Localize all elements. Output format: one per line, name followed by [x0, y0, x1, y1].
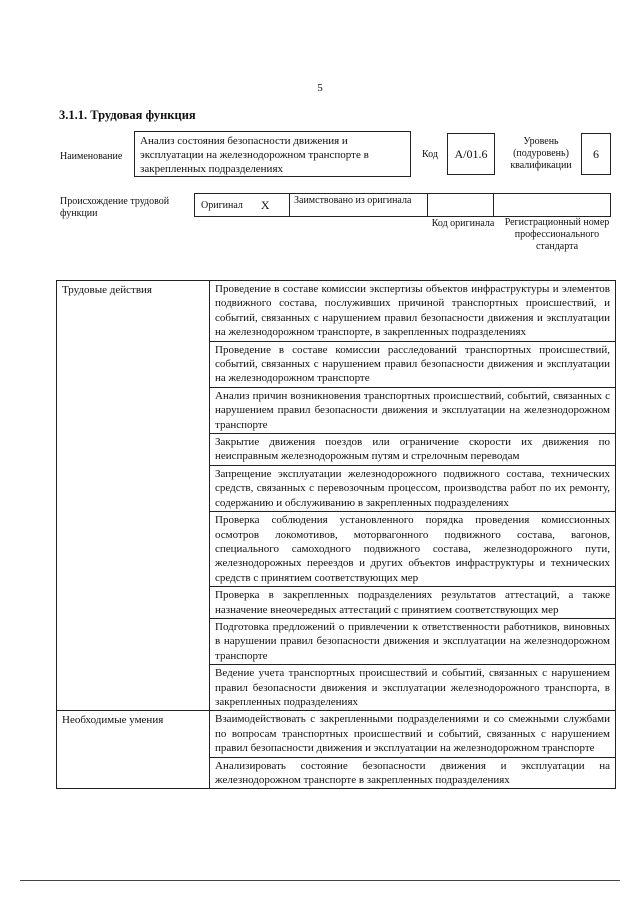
name-label: Наименование: [60, 151, 123, 162]
labor-action-item: Анализ причин возникновения транспортных происшествий, событий, связанных с нарушением правил безопасности движения и эксплуатации на железнодорожном транспорте: [210, 388, 615, 434]
labor-actions-list: [210, 281, 616, 711]
code-original-cell: [428, 193, 494, 217]
page-number: 5: [317, 82, 323, 94]
labor-action-item: Ведение учета транспортных происшествий и событий, связанных с нарушением правил безопасности движения и эксплуатации железнодорожного транспорта, в закрепленных подразделениях: [215, 667, 610, 708]
required-skills-label: Необходимые умения: [57, 711, 210, 789]
section-title: 3.1.1. Трудовая функция: [59, 108, 196, 122]
reg-number-caption: Регистрационный номер профессионального стандарта: [504, 217, 610, 252]
original-label: Оригинал: [201, 199, 243, 211]
origin-row: [194, 193, 611, 217]
required-skills-list: [210, 711, 616, 789]
function-code-value: А/01.6: [447, 133, 495, 175]
borrowed-cell: Заимствовано из оригинала: [290, 193, 428, 217]
labor-action-item: Проведение в составе комиссии расследований транспортных происшествий, событий, связанных с нарушением правил безопасности движения и эксплуатации на железнодорожном транспорте: [210, 342, 615, 388]
required-skills-row: [57, 711, 616, 789]
original-mark: X: [260, 197, 270, 212]
labor-action-item: Проведение в составе комиссии экспертизы объектов инфраструктуры и элементов подвижного состава, послуживших причиной транспортных происшествий, и событий, связанных с нарушением правил безопасности движения и эксплуатации на железнодорожном транспорте, в закрепленных подразделениях: [210, 281, 615, 342]
reg-number-cell: [494, 193, 611, 217]
skill-item: Взаимодействовать с закрепленными подразделениями и со смежными службами по вопросам транспортных происшествий и событий, связанных с нарушением правил безопасности движения и эксплуатации на железнодорожном транспорте: [210, 711, 615, 757]
labor-actions-label: Трудовые действия: [57, 281, 210, 711]
code-label: Код: [422, 149, 438, 160]
labor-actions-row: [57, 281, 616, 711]
labor-action-item: Закрытие движения поездов или ограничение скорости их движения по неисправным железнодорожным путям и стрелочным переводам: [210, 434, 615, 466]
skill-item: Анализировать состояние безопасности движения и эксплуатации на железнодорожном транспорте в закрепленных подразделениях: [215, 759, 610, 786]
labor-action-item: Подготовка предложений о привлечении к ответственности работников, виновных в нарушении правил безопасности движения и эксплуатации на железнодорожном транспорте: [210, 619, 615, 665]
level-label: Уровень (подуровень) квалификации: [510, 136, 572, 171]
qualification-level-value: 6: [581, 133, 611, 175]
labor-function-table: [56, 280, 616, 789]
function-name-value: Анализ состояния безопасности движения и эксплуатации на железнодорожном транспорте в закрепленных подразделениях: [134, 131, 411, 177]
labor-action-item: Проверка соблюдения установленного порядка проведения комиссионных осмотров локомотивов, моторвагонного подвижного состава, вагонов, специального самоходного подвижного состава, железнодорожного пути, железнодорожных переездов и других объектов инфраструктуры и технических средств с принятием соответствующих мер: [210, 512, 615, 587]
original-cell: [194, 193, 290, 217]
labor-action-item: Проверка в закрепленных подразделениях результатов аттестаций, а также назначение внеочередных аттестаций с принятием соответствующих мер: [210, 587, 615, 619]
labor-action-item: Запрещение эксплуатации железнодорожного подвижного состава, технических средств, связанных с перевозочным процессом, производства работ по их ремонту, содержанию и обслуживанию в закрепленных подразделениях: [210, 466, 615, 512]
bottom-rule: [20, 880, 620, 881]
origin-label: Происхождение трудовой функции: [60, 196, 170, 219]
code-original-caption: Код оригинала: [431, 218, 495, 229]
